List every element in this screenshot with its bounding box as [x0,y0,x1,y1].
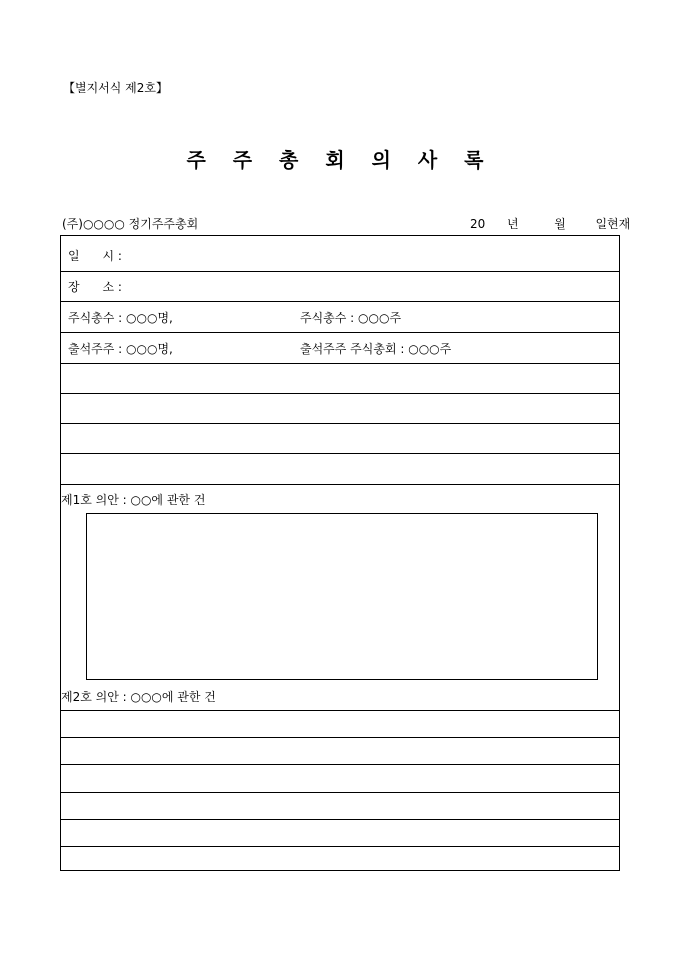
row-divider [61,484,619,485]
place-label: 장 소 : [68,280,122,294]
total-shares: 주식총수 : ○○○주 [300,311,402,325]
form-label: 【별지서식 제2호】 [63,81,169,95]
row-divider [61,423,619,424]
row-divider [61,453,619,454]
agenda-item-2: 제2호 의안 : ○○○에 관한 건 [61,690,216,704]
row-divider [61,271,619,272]
row-divider [61,332,619,333]
total-shareholders: 주식총수 : ○○○명, [68,311,173,325]
date-year: 20 [470,217,486,231]
row-divider [61,819,619,820]
attending-shareholders: 출석주주 : ○○○명, [68,342,173,356]
row-divider [61,737,619,738]
date-day-unit: 일현재 [595,217,631,231]
minutes-table [60,235,620,871]
date-year-unit: 년 [506,217,519,231]
row-divider [61,363,619,364]
attending-shares: 출석주주 주식총회 : ○○○주 [300,342,452,356]
date-line [470,215,630,232]
agenda-item-1: 제1호 의안 : ○○에 관한 건 [61,493,206,507]
row-divider [61,393,619,394]
date-month-unit: 월 [554,217,566,231]
row-divider [61,792,619,793]
row-divider [61,710,619,711]
row-divider [61,764,619,765]
datetime-label: 일 시 : [68,249,122,263]
agenda-item-1-content-box [86,513,598,680]
company-meeting-name: (주)○○○○ 정기주주총회 [62,217,199,231]
row-divider [61,846,619,847]
row-divider [61,301,619,302]
document-title: 주 주 총 회 의 사 록 [186,148,494,172]
